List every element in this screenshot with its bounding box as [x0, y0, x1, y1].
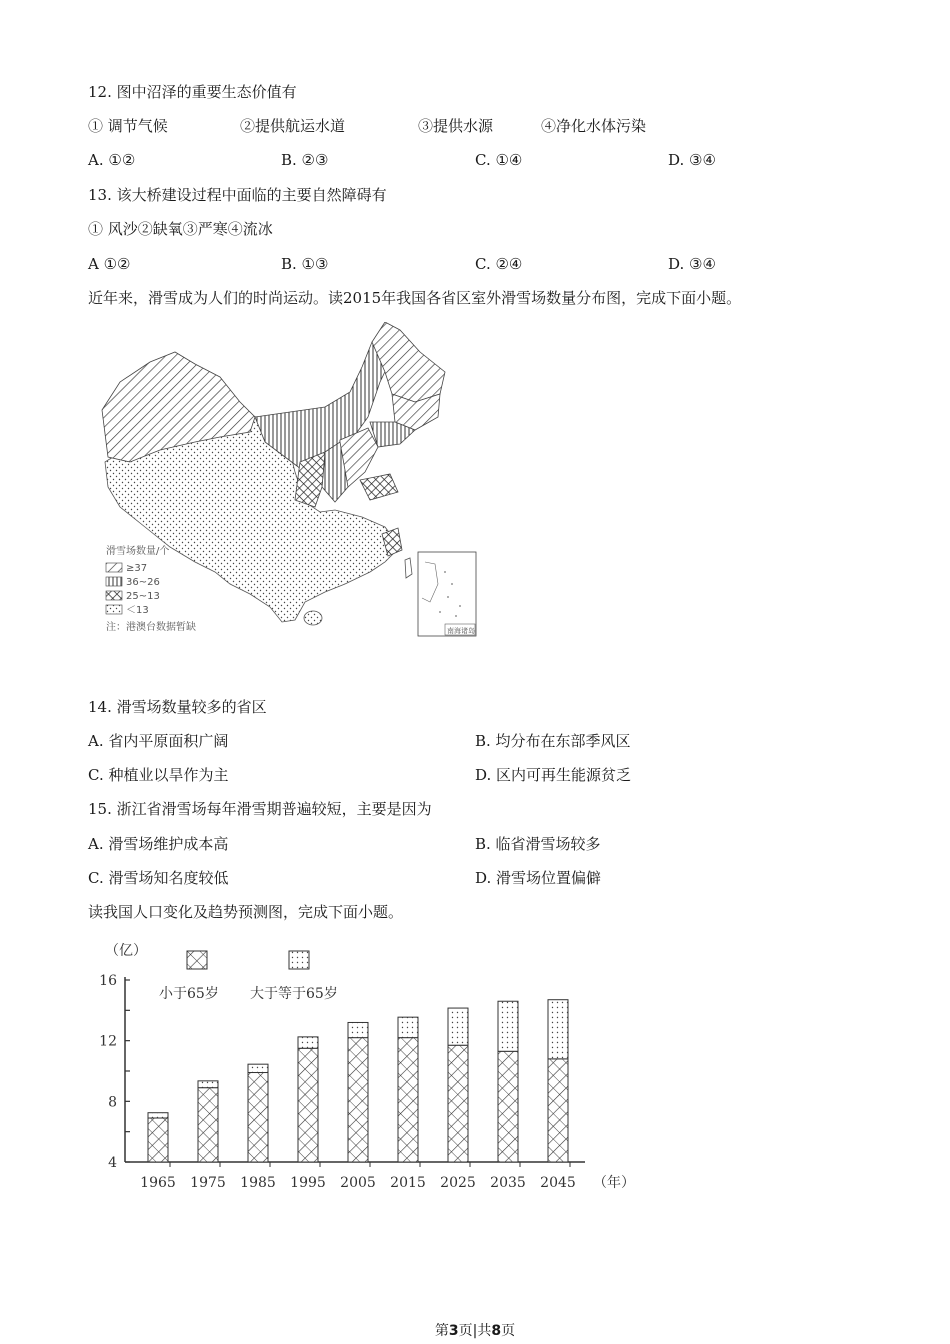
page-footer — [0, 1320, 950, 1340]
x-tick-label-1995: 1995 — [290, 1175, 326, 1191]
q12-item-1: ① 调节气候 — [88, 117, 168, 135]
q14-option-d[interactable]: D. 区内可再生能源贫乏 — [475, 766, 632, 784]
map-region-taiwan — [405, 558, 412, 578]
map-region-hainan — [304, 611, 322, 625]
q13-stem: 13. 该大桥建设过程中面临的主要自然障碍有 — [88, 186, 387, 204]
footer-mid: 页|共 — [458, 1323, 492, 1339]
q15-option-c[interactable]: C. 滑雪场知名度较低 — [88, 869, 229, 887]
y-tick-label: 12 — [99, 1033, 117, 1050]
q12-item-3: ③提供水源 — [418, 117, 494, 135]
legend-swatch-under65 — [187, 951, 207, 969]
y-tick-label: 16 — [99, 973, 117, 989]
legend-swatch-65plus — [289, 951, 309, 969]
footer-suffix: 页 — [501, 1323, 516, 1339]
ski-intro: 近年来，滑雪成为人们的时尚运动。读2015年我国各省区室外滑雪场数量分布图，完成下面小题。 — [88, 289, 742, 307]
map-region-heilongjiang — [372, 322, 445, 402]
ski-resort-map — [100, 322, 480, 642]
map-inset-label: 南海诸岛 — [447, 627, 475, 635]
footer-prefix: 第 — [434, 1323, 449, 1339]
bar-under65-2015 — [398, 1038, 418, 1162]
bar-65plus-2015 — [398, 1017, 418, 1037]
q15-option-a[interactable]: A. 滑雪场维护成本高 — [88, 835, 229, 853]
q13-option-a[interactable]: A ①② — [88, 255, 131, 273]
map-note: 注：港澳台数据暂缺 — [106, 622, 196, 633]
y-tick-label: 4 — [108, 1155, 117, 1171]
bar-65plus-2025 — [448, 1008, 468, 1045]
x-tick-label-2015: 2015 — [390, 1175, 426, 1191]
bar-65plus-2005 — [348, 1022, 368, 1037]
bar-under65-2025 — [448, 1045, 468, 1162]
x-tick-label-1985: 1985 — [240, 1175, 276, 1191]
bar-under65-2045 — [548, 1059, 568, 1162]
q12-option-b[interactable]: B. ②③ — [281, 151, 329, 169]
q14-option-a[interactable]: A. 省内平原面积广阔 — [88, 732, 229, 750]
q14-option-c[interactable]: C. 种植业以旱作为主 — [88, 766, 229, 784]
q13-option-d[interactable]: D. ③④ — [668, 255, 716, 273]
bar-65plus-1995 — [298, 1037, 318, 1048]
bar-under65-2035 — [498, 1051, 518, 1162]
map-legend-label-1: ≥37 — [126, 563, 148, 574]
map-legend-swatch-1 — [106, 563, 122, 572]
x-tick-label-2035: 2035 — [490, 1175, 526, 1191]
q12-option-c[interactable]: C. ①④ — [475, 151, 523, 169]
q14-stem: 14. 滑雪场数量较多的省区 — [88, 698, 267, 716]
bar-65plus-1975 — [198, 1081, 218, 1088]
population-chart — [95, 935, 640, 1200]
footer-page: 3 — [448, 1323, 459, 1339]
map-region-shandong — [360, 474, 398, 500]
bar-under65-1965 — [148, 1118, 168, 1162]
bar-under65-2005 — [348, 1038, 368, 1162]
q14-option-b[interactable]: B. 均分布在东部季风区 — [475, 732, 631, 750]
map-legend-label-4: ＜13 — [126, 605, 149, 616]
x-tick-label-1965: 1965 — [140, 1175, 176, 1191]
y-tick-label: 8 — [108, 1094, 117, 1111]
y-axis-unit: （亿） — [105, 943, 147, 959]
q12-option-a[interactable]: A. ①② — [88, 151, 136, 169]
footer-total: 8 — [491, 1323, 502, 1339]
x-tick-label-2025: 2025 — [440, 1175, 476, 1191]
q13-option-c[interactable]: C. ②④ — [475, 255, 523, 273]
map-legend-swatch-4 — [106, 605, 122, 614]
q12-item-2: ②提供航运水道 — [240, 117, 346, 135]
bar-65plus-2035 — [498, 1001, 518, 1051]
legend-label-under65: 小于65岁 — [159, 986, 219, 1002]
q12-option-d[interactable]: D. ③④ — [668, 151, 716, 169]
q13-items: ① 风沙②缺氧③严寒④流冰 — [88, 220, 273, 238]
q15-option-b[interactable]: B. 临省滑雪场较多 — [475, 835, 601, 853]
bar-65plus-1965 — [148, 1113, 168, 1118]
x-tick-label-1975: 1975 — [190, 1175, 226, 1191]
q15-option-d[interactable]: D. 滑雪场位置偏僻 — [475, 869, 602, 887]
map-legend-swatch-3 — [106, 591, 122, 600]
map-legend-swatch-2 — [106, 577, 122, 586]
q12-item-4: ④净化水体污染 — [541, 117, 647, 135]
map-legend-label-2: 36~26 — [126, 577, 160, 588]
bar-under65-1995 — [298, 1048, 318, 1162]
q12-stem: 12. 图中沼泽的重要生态价值有 — [88, 83, 297, 101]
legend-label-65plus: 大于等于65岁 — [250, 986, 338, 1002]
map-inset-frame — [418, 552, 476, 636]
bar-65plus-2045 — [548, 1000, 568, 1059]
x-axis-unit: （年） — [593, 1175, 635, 1191]
chart-bars — [148, 1000, 568, 1162]
bar-under65-1985 — [248, 1073, 268, 1162]
x-tick-label-2005: 2005 — [340, 1175, 376, 1191]
q13-option-b[interactable]: B. ①③ — [281, 255, 329, 273]
map-legend-label-3: 25~13 — [126, 591, 160, 602]
q15-stem: 15. 浙江省滑雪场每年滑雪期普遍较短，主要是因为 — [88, 800, 432, 818]
population-intro: 读我国人口变化及趋势预测图，完成下面小题。 — [88, 903, 404, 921]
bar-65plus-1985 — [248, 1064, 268, 1072]
x-tick-label-2045: 2045 — [540, 1175, 576, 1191]
map-legend-title: 滑雪场数量/个 — [106, 546, 170, 557]
bar-under65-1975 — [198, 1088, 218, 1162]
